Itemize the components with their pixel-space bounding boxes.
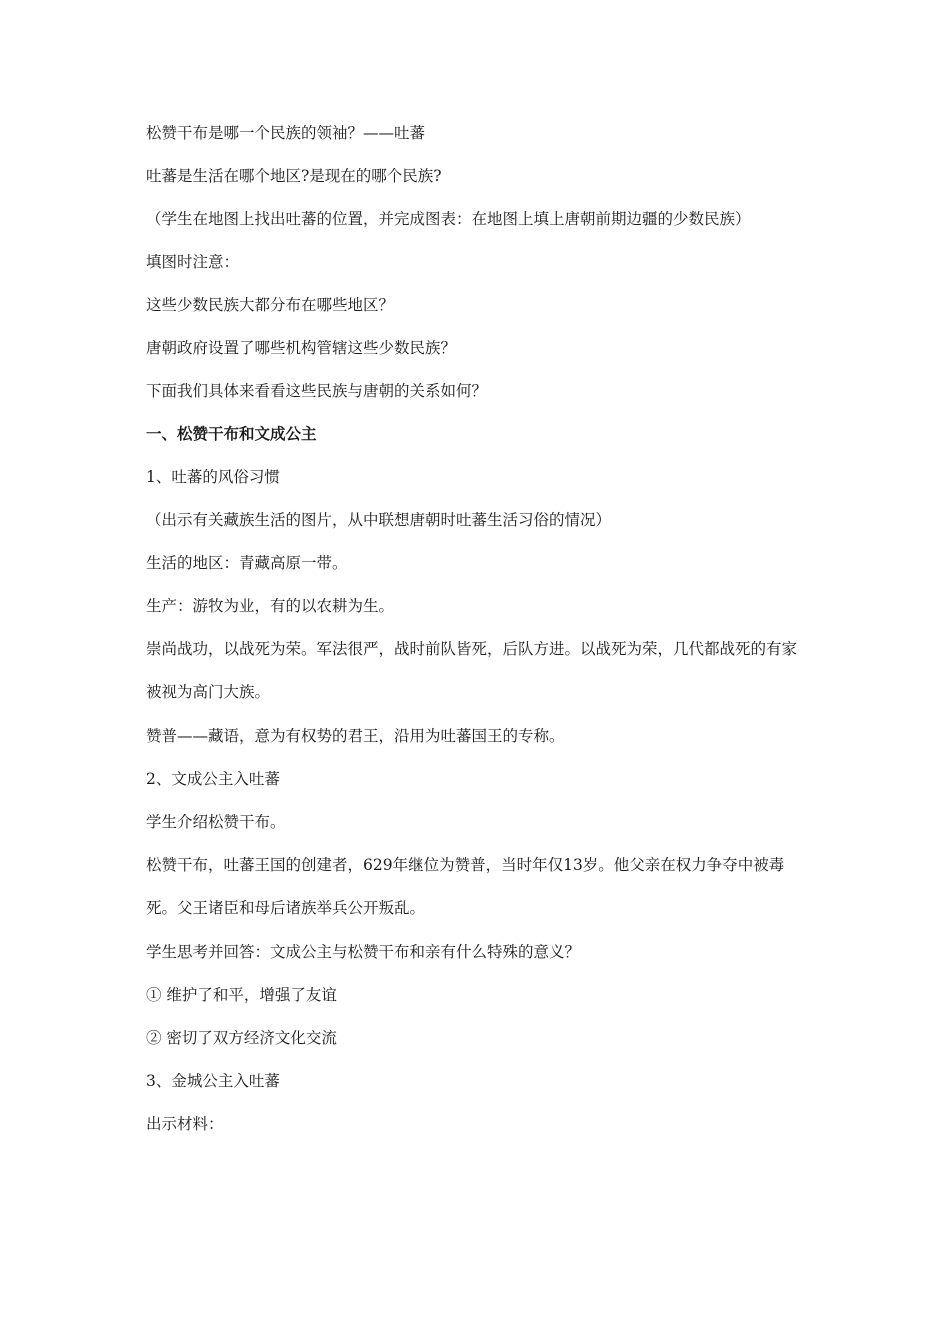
section-heading: 一、松赞干布和文成公主 (146, 425, 317, 443)
subsection-heading-customs: 1、吐蕃的风俗习惯 (146, 468, 280, 486)
paragraph-show-pictures: （出示有关藏族生活的图片，从中联想唐朝时吐蕃生活习俗的情况） (146, 511, 612, 529)
paragraph-songtsen-bio: 松赞干布，吐蕃王国的创建者，629年继位为赞普，当时年仅13岁。他父亲在权力争夺中被毒死。父王诸臣和母后诸族举兵公开叛乱。 (146, 856, 785, 917)
paragraph-question-leader: 松赞干布是哪一个民族的领袖？——吐蕃 (146, 124, 426, 142)
list-item-exchange: ② 密切了双方经济文化交流 (146, 1029, 337, 1047)
paragraph-question-institutions: 唐朝政府设置了哪些机构管辖这些少数民族？ (146, 339, 457, 357)
subsection-heading-jincheng: 3、金城公主入吐蕃 (146, 1072, 280, 1090)
document-body (146, 122, 806, 1156)
paragraph-map-notes: 填图时注意： (146, 253, 240, 271)
paragraph-question-region: 吐蕃是生活在哪个地区?是现在的哪个民族? (146, 167, 442, 185)
paragraph-production: 生产：游牧为业，有的以农耕为生。 (146, 597, 395, 615)
paragraph-transition: 下面我们具体来看看这些民族与唐朝的关系如何？ (146, 382, 488, 400)
subsection-heading-wencheng: 2、文成公主入吐蕃 (146, 770, 280, 788)
paragraph-student-question: 学生思考并回答：文成公主与松赞干布和亲有什么特殊的意义？ (146, 943, 581, 961)
paragraph-map-task: （学生在地图上找出吐蕃的位置，并完成图表：在地图上填上唐朝前期边疆的少数民族） (146, 210, 751, 228)
paragraph-living-area: 生活的地区：青藏高原一带。 (146, 554, 348, 572)
paragraph-student-intro: 学生介绍松赞干布。 (146, 813, 286, 831)
paragraph-show-materials: 出示材料： (146, 1115, 224, 1133)
list-item-peace: ① 维护了和平，增强了友谊 (146, 986, 337, 1004)
paragraph-zanpu: 赞普——藏语，意为有权势的君王，沿用为吐蕃国王的专称。 (146, 727, 565, 745)
paragraph-military-custom: 崇尚战功，以战死为荣。军法很严，战时前队皆死，后队方进。以战死为荣，几代都战死的有家被视为高门大族。 (146, 640, 798, 701)
paragraph-question-distribution: 这些少数民族大都分布在哪些地区？ (146, 296, 395, 314)
